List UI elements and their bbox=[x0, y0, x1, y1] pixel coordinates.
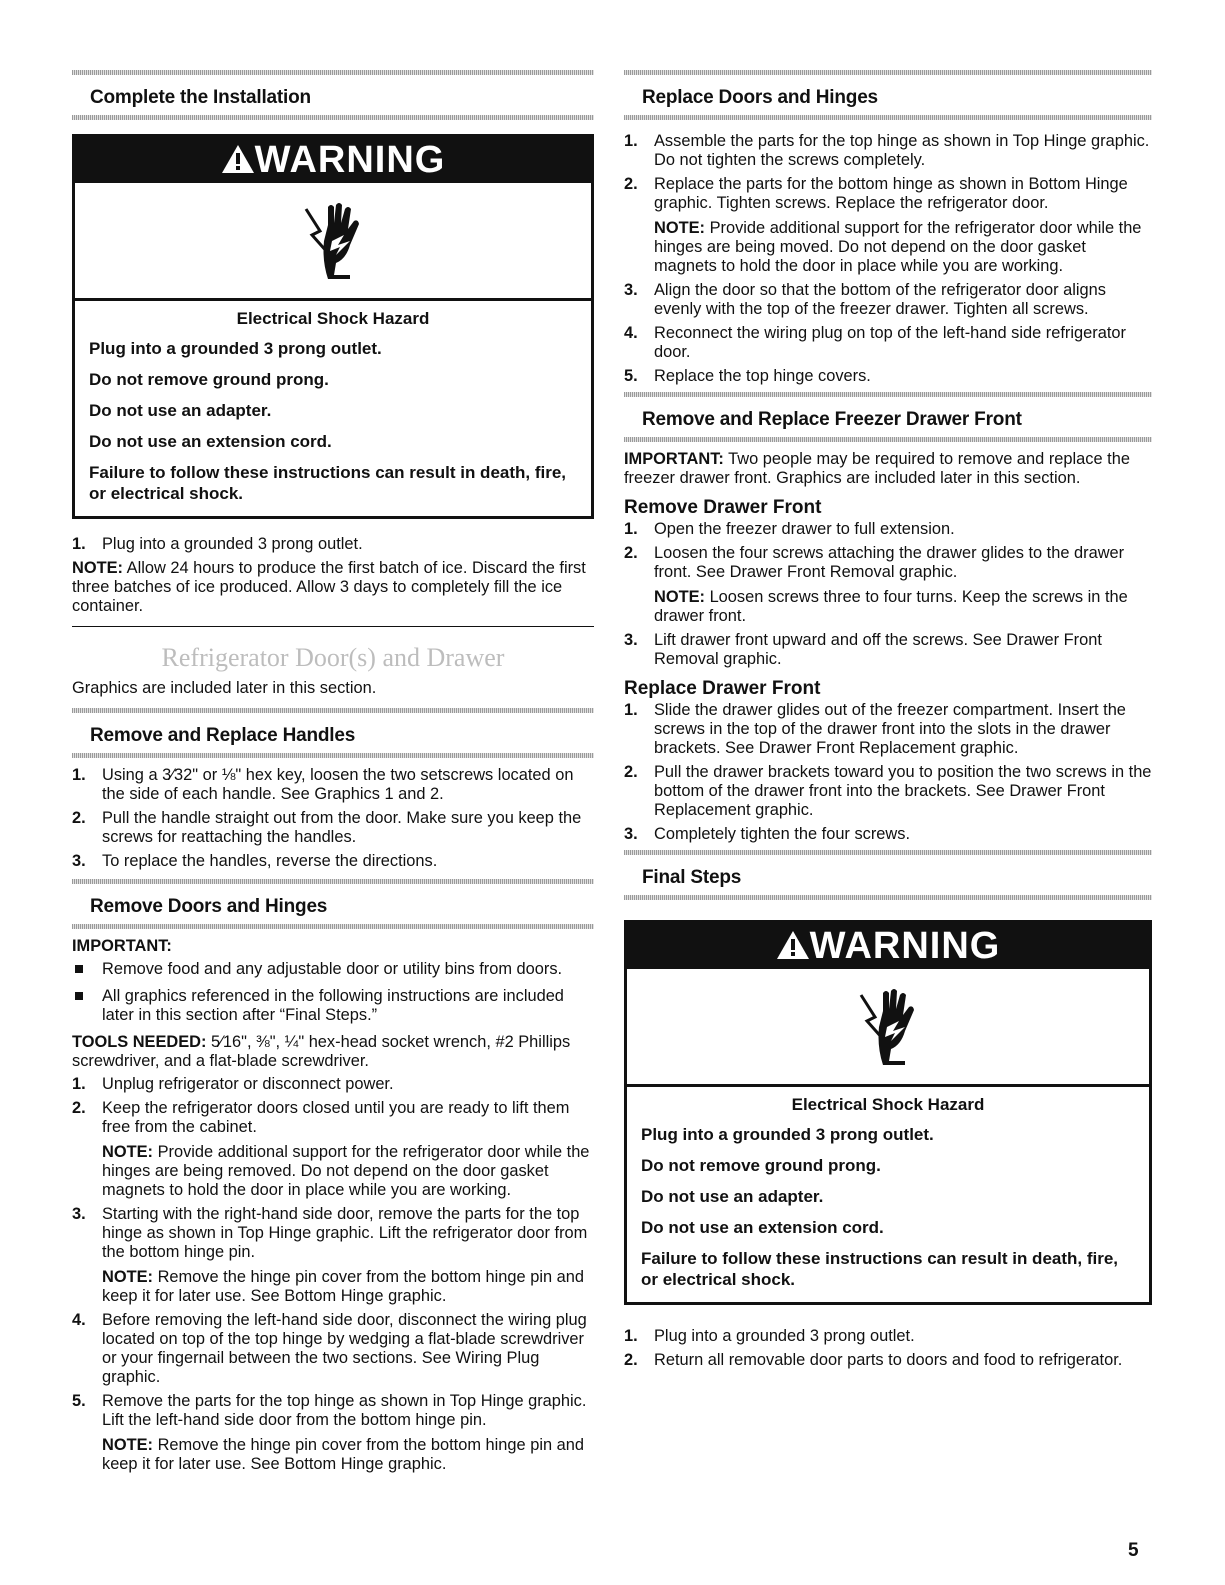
list-item: 1. Assemble the parts for the top hinge as shown in Top Hinge graphic. Do not tighten the screws completely. bbox=[624, 132, 1150, 169]
page-number: 5 bbox=[1128, 1540, 1139, 1561]
freezer-important: IMPORTANT: Two people may be required to remove and replace the freezer drawer front. Graphics are included later in this section. bbox=[624, 450, 1130, 487]
warning-title: WARNING bbox=[809, 925, 1001, 967]
list-item: 1. Plug into a grounded 3 prong outlet. bbox=[72, 535, 363, 553]
warning-body bbox=[627, 1087, 1149, 1302]
warning-line: Do not use an extension cord. bbox=[89, 432, 332, 451]
remove-front-steps bbox=[624, 520, 1152, 669]
shock-icon-area bbox=[627, 969, 1149, 1087]
list-item: Remove food and any adjustable door or utility bins from doors. bbox=[72, 960, 594, 979]
final-title: Final Steps bbox=[642, 867, 742, 888]
warning-box bbox=[72, 134, 594, 519]
list-item: 2. Pull the drawer brackets toward you to position the two screws in the bottom of the drawer front into the brackets. See Drawer Front Replacement graphic. bbox=[624, 763, 1152, 819]
list-item: 1. Open the freezer drawer to full extension. bbox=[624, 520, 955, 538]
freezer-title: Remove and Replace Freezer Drawer Front bbox=[642, 409, 1022, 430]
replace-title: Replace Doors and Hinges bbox=[642, 87, 878, 108]
warning-line: Do not use an adapter. bbox=[641, 1187, 824, 1206]
replace-front-title: Replace Drawer Front bbox=[624, 678, 821, 699]
warning-line: Do not remove ground prong. bbox=[89, 370, 329, 389]
doors-title: Remove Doors and Hinges bbox=[90, 896, 328, 917]
warning-line: Do not remove ground prong. bbox=[641, 1156, 881, 1175]
handles-steps bbox=[72, 766, 594, 871]
shock-icon-area bbox=[75, 183, 591, 301]
list-item: All graphics referenced in the following instructions are included later in this section after “Final Steps.” bbox=[72, 987, 594, 1025]
warning-line: Plug into a grounded 3 prong outlet. bbox=[89, 339, 382, 358]
section-rule bbox=[624, 115, 1152, 120]
list-item: 1. Using a 3⁄32" or ⅛" hex key, loosen the two setscrews located on the side of each handle. See Graphics 1 and 2. bbox=[72, 766, 574, 803]
section-header bbox=[72, 713, 594, 753]
replace-front-steps bbox=[624, 701, 1152, 844]
list-item: 3. Align the door so that the bottom of the refrigerator door aligns evenly with the top of the freezer drawer. Tighten all screws. bbox=[624, 281, 1106, 318]
list-item: 5. Remove the parts for the top hinge as shown in Top Hinge graphic. Lift the left-hand side door from the bottom hinge pin. NOTE: Remove the hinge pin cover from the bottom hinge pin and keep it for later use. See Bottom Hinge graphic. bbox=[72, 1392, 587, 1473]
list-item: 1. Unplug refrigerator or disconnect power. bbox=[72, 1075, 394, 1093]
warning-box bbox=[624, 920, 1152, 1305]
section-rule bbox=[624, 895, 1152, 900]
warning-line: Do not use an extension cord. bbox=[641, 1218, 884, 1237]
chapter-intro: Graphics are included later in this section. bbox=[72, 679, 377, 697]
important-label: IMPORTANT: bbox=[72, 937, 172, 955]
warning-line: Failure to follow these instructions can result in death, fire, or electrical shock. bbox=[641, 1249, 1119, 1289]
final-steps bbox=[624, 1327, 1152, 1370]
section-header bbox=[72, 884, 594, 924]
list-item: 3. To replace the handles, reverse the directions. bbox=[72, 852, 438, 870]
section-header bbox=[624, 397, 1152, 437]
important-bullets bbox=[72, 960, 594, 1025]
list-item: 2. Replace the parts for the bottom hinge as shown in Bottom Hinge graphic. Tighten screws. Replace the refrigerator door. NOTE: Provide additional support for the refrigerator door while the hinges are being moved. Do not depend on the door gasket magnets to hold the door in place while you are working. bbox=[624, 175, 1142, 275]
tools-needed: TOOLS NEEDED: 5⁄16", ⅜", ¼" hex-head socket wrench, #2 Phillips screwdriver, and a flat-blade screwdriver. bbox=[72, 1033, 571, 1070]
chapter-title: Refrigerator Door(s) and Drawer bbox=[161, 643, 505, 672]
section-rule bbox=[72, 924, 594, 929]
complete-steps bbox=[72, 535, 594, 554]
warning-body bbox=[75, 301, 591, 516]
list-item: 3. Lift drawer front upward and off the screws. See Drawer Front Removal graphic. bbox=[624, 631, 1102, 668]
shock-hazard-icon bbox=[298, 201, 368, 281]
list-item: 4. Before removing the left-hand side door, disconnect the wiring plug located on top of the top hinge by wedging a flat-blade screwdriver or your fingernail between the two sections. See Wiring Plug graphic. bbox=[72, 1311, 587, 1386]
section-header bbox=[624, 75, 1152, 115]
warning-header bbox=[627, 923, 1149, 969]
warning-line: Do not use an adapter. bbox=[89, 401, 272, 420]
left-column bbox=[72, 70, 594, 1479]
list-item: 5. Replace the top hinge covers. bbox=[624, 367, 871, 385]
replace-steps bbox=[624, 132, 1152, 386]
list-item: 4. Reconnect the wiring plug on top of the left-hand side refrigerator door. bbox=[624, 324, 1126, 361]
divider bbox=[72, 626, 594, 627]
warning-line: Plug into a grounded 3 prong outlet. bbox=[641, 1125, 934, 1144]
warning-triangle-icon bbox=[776, 930, 810, 960]
doors-steps bbox=[72, 1075, 594, 1474]
warning-triangle-icon bbox=[221, 144, 255, 174]
warning-line: Failure to follow these instructions can result in death, fire, or electrical shock. bbox=[89, 463, 567, 503]
remove-front-title: Remove Drawer Front bbox=[624, 497, 822, 518]
list-item: 1. Slide the drawer glides out of the freezer compartment. Insert the screws in the top of the drawer front into the slots in the drawer brackets. See Drawer Front Replacement graphic. bbox=[624, 701, 1126, 757]
right-column bbox=[624, 70, 1152, 1375]
complete-note: NOTE: Allow 24 hours to produce the first batch of ice. Discard the first three batches of ice produced. Allow 3 days to completely fill the ice container. bbox=[72, 559, 586, 615]
list-item: 3. Starting with the right-hand side door, remove the parts for the top hinge as shown in Top Hinge graphic. Lift the refrigerator door from the bottom hinge pin. NOTE: Remove the hinge pin cover from the bottom hinge pin and keep it for later use. See Bottom Hinge graphic. bbox=[72, 1205, 588, 1305]
section-rule bbox=[72, 115, 594, 120]
handles-title: Remove and Replace Handles bbox=[90, 725, 356, 746]
complete-title: Complete the Installation bbox=[90, 87, 311, 108]
warning-hazard: Electrical Shock Hazard bbox=[236, 309, 430, 328]
list-item: 3. Completely tighten the four screws. bbox=[624, 825, 910, 843]
warning-hazard: Electrical Shock Hazard bbox=[791, 1095, 985, 1114]
list-item: 2. Keep the refrigerator doors closed until you are ready to lift them free from the cabinet. NOTE: Provide additional support for the refrigerator door while the hinges are being removed. Do not depend on the door gasket magnets to hold the door in place while you are working. bbox=[72, 1099, 590, 1199]
list-item: 2. Pull the handle straight out from the door. Make sure you keep the screws for reattaching the handles. bbox=[72, 809, 582, 846]
list-item: 2. Return all removable door parts to doors and food to refrigerator. bbox=[624, 1351, 1123, 1369]
warning-header bbox=[75, 137, 591, 183]
section-header bbox=[624, 855, 1152, 895]
warning-title: WARNING bbox=[254, 139, 446, 181]
section-rule bbox=[72, 753, 594, 758]
list-item: 1. Plug into a grounded 3 prong outlet. bbox=[624, 1327, 915, 1345]
list-item: 2. Loosen the four screws attaching the drawer glides to the drawer front. See Drawer Front Removal graphic. NOTE: Loosen screws three to four turns. Keep the screws in the drawer front. bbox=[624, 544, 1128, 625]
step-text: Plug into a grounded 3 prong outlet. bbox=[102, 535, 363, 553]
shock-hazard-icon bbox=[853, 987, 923, 1067]
section-header bbox=[72, 75, 594, 115]
section-rule bbox=[624, 437, 1152, 442]
